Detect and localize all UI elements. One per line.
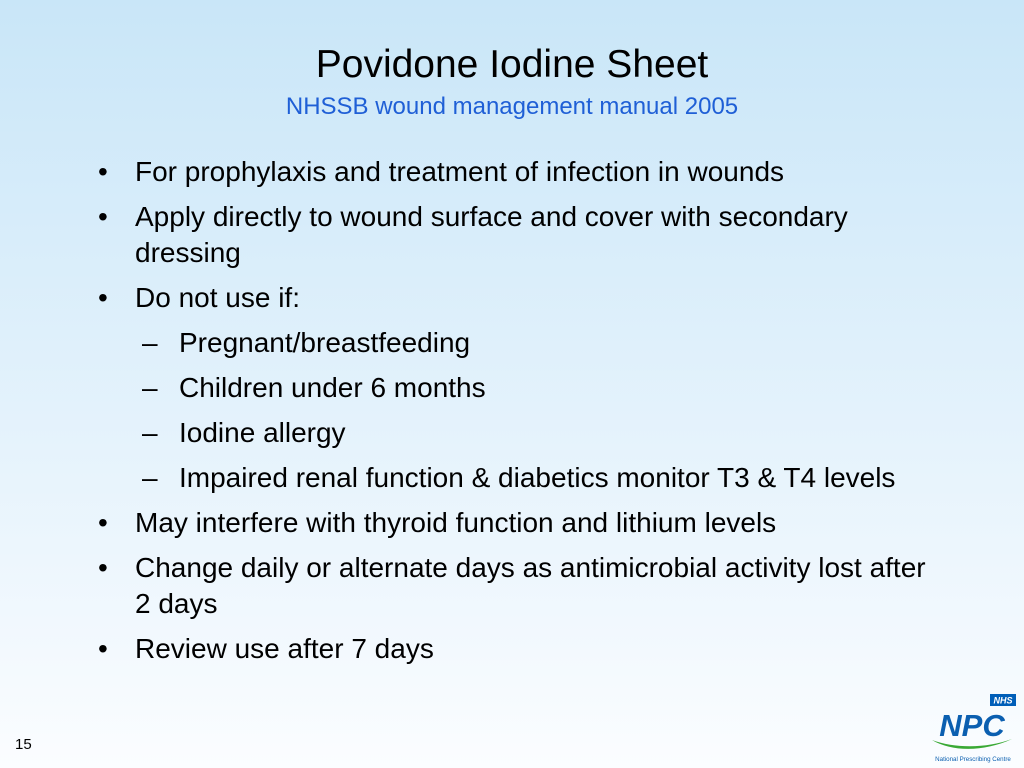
- page-number: 15: [15, 736, 32, 753]
- bullet-item: [98, 631, 948, 667]
- dash-marker: –: [142, 327, 158, 358]
- dash-marker: –: [142, 372, 158, 403]
- sub-bullet-text: Iodine allergy: [179, 417, 346, 448]
- dash-marker: –: [142, 417, 158, 448]
- bullet-item: [98, 550, 948, 622]
- bullet-text: Apply directly to wound surface and cover with secondary dressing: [135, 201, 848, 268]
- npc-logo: [926, 692, 1018, 764]
- bullet-item: [98, 505, 948, 541]
- sub-bullet-item: [142, 370, 948, 406]
- bullet-marker: •: [98, 507, 108, 538]
- bullet-marker: •: [98, 282, 108, 313]
- npc-logo-text: NPC: [939, 708, 1005, 743]
- bullet-list: [98, 154, 948, 676]
- slide-subtitle: NHSSB wound management manual 2005: [285, 93, 739, 120]
- bullet-text: Review use after 7 days: [135, 633, 434, 664]
- sub-bullet-text: Children under 6 months: [179, 372, 486, 403]
- sub-bullet-item: [142, 460, 948, 496]
- bullet-item: [98, 199, 948, 271]
- sub-bullet-item: [142, 325, 948, 361]
- sub-bullet-text: Pregnant/breastfeeding: [179, 327, 471, 358]
- bullet-item: [98, 280, 948, 316]
- dash-marker: –: [142, 462, 158, 493]
- nhs-logo-text: NHS: [993, 695, 1013, 706]
- sub-bullet-item: [142, 415, 948, 451]
- bullet-text: Do not use if:: [135, 282, 300, 313]
- bullet-text: May interfere with thyroid function and lithium levels: [135, 507, 777, 538]
- bullet-item: [98, 154, 948, 190]
- bullet-marker: •: [98, 201, 108, 232]
- slide-title: Povidone Iodine Sheet: [315, 43, 709, 86]
- sub-bullet-text: Impaired renal function & diabetics monitor T3 & T4 levels: [179, 462, 896, 493]
- bullet-text: Change daily or alternate days as antimicrobial activity lost after 2 days: [135, 552, 926, 619]
- bullet-marker: •: [98, 633, 108, 664]
- npc-organisation-name: National Prescribing Centre: [935, 756, 1011, 763]
- bullet-text: For prophylaxis and treatment of infection in wounds: [135, 156, 785, 187]
- bullet-marker: •: [98, 156, 108, 187]
- bullet-marker: •: [98, 552, 108, 583]
